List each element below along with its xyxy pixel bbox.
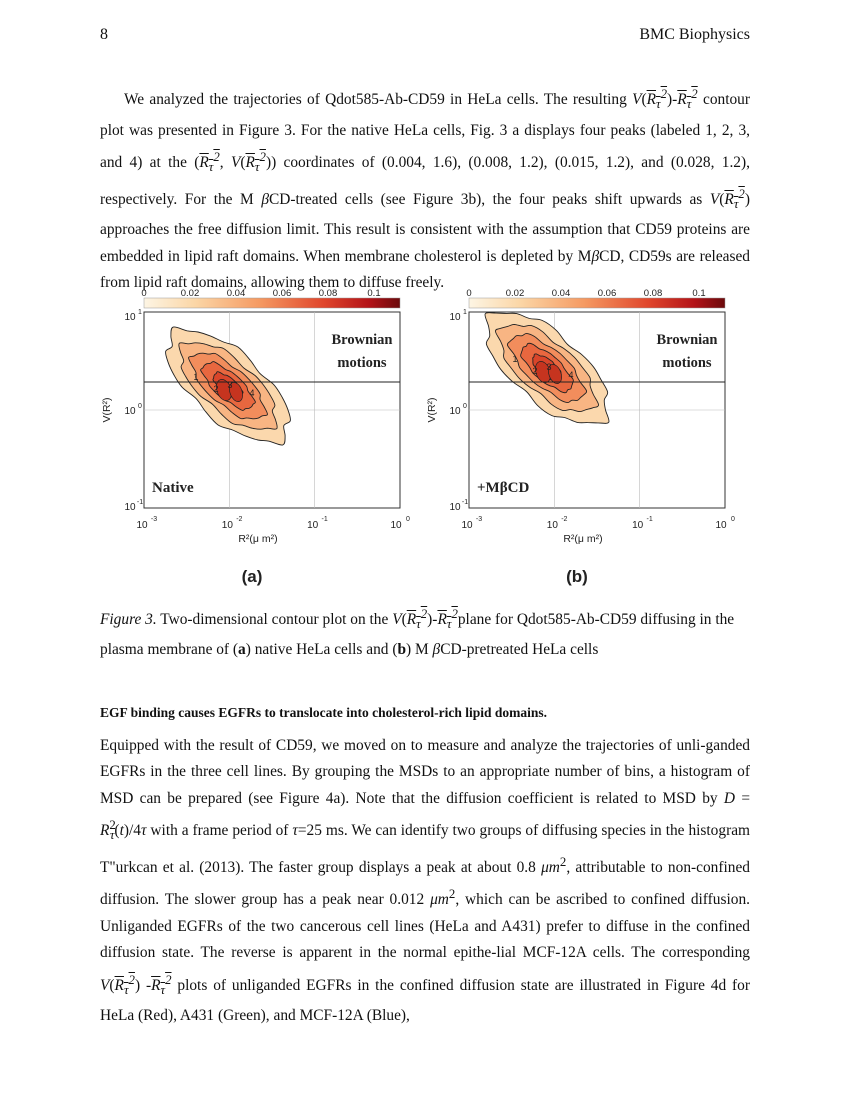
math-vr2: V bbox=[632, 91, 642, 109]
y-tick-label: 10 bbox=[124, 312, 136, 323]
paragraph-cd59-results: We analyzed the trajectories of Qdot585-Ab-CD59 in HeLa cells. The resulting $V(R_\tau^2)-R_\tau^2$ contour plot was presented in Figure 3. For the native HeLa cells, Fig. 3 a displays four peaks (labeled 1, 2, 3, and 4) at the ($R_\tau^2$, $V(R_\tau^2)$) coordinates of (0.004, 1.6), (0.008, 1.2), (0.015, 1.2), and (0.028, 1.2), respectively. For the M βCD-treated cells (see Figure 3b), the four peaks shift upwards as $V(R_\tau^2)$ approaches the free diffusion limit. This result is consistent with the assumption that CD59 proteins are embedded in lipid raft domains. When membrane cholesterol is depleted by MβCD, CD59s are released from lipid raft domains, allowing them to diffuse freely. bbox=[100, 87, 750, 292]
x-tick-label: 10 bbox=[546, 520, 558, 531]
colorbar bbox=[469, 298, 725, 308]
colorbar-tick-label: 0 bbox=[141, 288, 147, 299]
colorbar bbox=[144, 298, 400, 308]
region-label: motions bbox=[662, 355, 712, 371]
y-axis-label: V(R²) bbox=[426, 397, 438, 423]
figure-3-caption: Figure 3. Two-dimensional contour plot on the $V(R_\tau^2)-R_\tau^2plane$ for Qdot585-Ab-CD59 diffusing in the plasma membrane of (a) native HeLa cells and (b) M βCD-pretreated HeLa cells bbox=[100, 607, 735, 659]
y-tick-label: 10 bbox=[449, 502, 461, 513]
figure-3 bbox=[100, 286, 750, 596]
contour-panel-b bbox=[426, 288, 735, 586]
x-axis-label: R²(μ m²) bbox=[238, 533, 278, 545]
colorbar-tick-label: 0.06 bbox=[597, 288, 617, 299]
peak-label: 3 bbox=[227, 380, 233, 390]
y-tick-label: 10 bbox=[124, 406, 136, 417]
y-tick-exponent: 1 bbox=[463, 309, 467, 316]
region-label: Brownian bbox=[656, 332, 718, 348]
y-tick-label: 10 bbox=[449, 406, 461, 417]
region-label: Brownian bbox=[331, 332, 393, 348]
colorbar-tick-label: 0.04 bbox=[551, 288, 571, 299]
y-tick-exponent: -1 bbox=[136, 499, 144, 506]
y-tick-exponent: -1 bbox=[461, 499, 469, 506]
colorbar-tick-label: 0.06 bbox=[272, 288, 292, 299]
x-tick-exponent: -3 bbox=[475, 516, 483, 523]
para1-text: coordinates of (0.004, 1.6), (0.008, 1.2), (0.015, 1.2), and (0.028, 1.2), respectively. For the M bbox=[100, 154, 750, 208]
x-tick-label: 10 bbox=[390, 520, 402, 531]
para1-text: We analyzed the trajectories of Qdot585-Ab-CD59 in HeLa cells. The resulting bbox=[124, 91, 627, 109]
peak-label: 2 bbox=[213, 384, 219, 394]
para1-text: approaches the free diffusion limit. This result is consistent with the assumption that CD59 proteins are embedded in lipid raft domains. When membrane cholesterol is depleted by M bbox=[100, 221, 750, 265]
x-tick-label: 10 bbox=[307, 520, 319, 531]
x-tick-exponent: 0 bbox=[406, 516, 410, 523]
colorbar-tick-label: 0.02 bbox=[505, 288, 525, 299]
x-tick-exponent: -1 bbox=[646, 516, 653, 523]
x-tick-label: 10 bbox=[632, 520, 644, 531]
condition-label: Native bbox=[152, 480, 194, 496]
page-number: 8 bbox=[100, 26, 108, 43]
y-tick-label: 10 bbox=[124, 502, 136, 513]
x-tick-exponent: -2 bbox=[561, 516, 568, 523]
colorbar-tick-label: 0.08 bbox=[643, 288, 663, 299]
peak-label: 1 bbox=[193, 372, 199, 382]
colorbar-tick-label: 0 bbox=[466, 288, 472, 299]
y-axis-label: V(R²) bbox=[101, 397, 113, 423]
region-label: motions bbox=[337, 355, 387, 371]
x-tick-label: 10 bbox=[461, 520, 473, 531]
para1-text: CD-treated cells (see Figure 3b), the four peaks shift upwards as bbox=[268, 190, 703, 208]
y-tick-exponent: 0 bbox=[463, 403, 467, 410]
para1-text: CD, CD59s are released from lipid raft domains, allowing them to diffuse freely. bbox=[100, 247, 750, 292]
peak-label: 3 bbox=[546, 362, 552, 372]
section-title: EGF binding causes EGFRs to translocate into cholesterol-rich lipid domains. bbox=[100, 705, 548, 720]
contour-panel-a bbox=[101, 288, 410, 586]
peak-label: 1 bbox=[512, 354, 518, 364]
peak-label: 2 bbox=[532, 366, 538, 376]
x-axis-label: R²(μ m²) bbox=[563, 533, 603, 545]
journal-name: BMC Biophysics bbox=[639, 26, 750, 43]
y-tick-label: 10 bbox=[449, 312, 461, 323]
y-tick-exponent: 0 bbox=[138, 403, 142, 410]
figure-3-graphic bbox=[100, 286, 750, 596]
x-tick-exponent: -1 bbox=[321, 516, 328, 523]
colorbar-tick-label: 0.08 bbox=[318, 288, 338, 299]
y-tick-exponent: 1 bbox=[138, 309, 142, 316]
colorbar-tick-label: 0.1 bbox=[367, 288, 381, 299]
caption-label: Figure 3. bbox=[100, 611, 157, 629]
colorbar-tick-label: 0.1 bbox=[692, 288, 706, 299]
panel-tag: (b) bbox=[566, 567, 588, 586]
para1-text: contour plot was presented in Figure 3. For the native HeLa cells, Fig. 3 a displays four peaks (labeled 1, 2, 3, and 4) at the bbox=[100, 91, 750, 172]
x-tick-label: 10 bbox=[221, 520, 233, 531]
x-tick-label: 10 bbox=[136, 520, 148, 531]
x-tick-exponent: -3 bbox=[150, 516, 158, 523]
paragraph-egfr: Equipped with the result of CD59, we moved on to measure and analyze the trajectories of unli-ganded EGFRs in the three cell lines. By grouping the MSDs to an appropriate number of bins, a histogram of MSD can be prepared (see Figure 4a). Note that the diffusion coefficient is related to MSD by $D = R^2_\tau(t)/4\tau$ with a frame period of τ=25 ms. We can identify two groups of diffusing species in the histogram T"urkcan et al. (2013). The faster group displays a peak at about 0.8 $\mu m^2$, attributable to non-confined diffusion. The slower group has a peak near 0.012 $\mu m^2$, which can be ascribed to confined diffusion. Unliganded EGFRs of the two cancerous cell lines (HeLa and A431) prefer to diffuse in the confined diffusion state. The reverse is apparent in the normal epithe-lial MCF-12A cells. The corresponding $V(R_\tau^2)$ $-R_\tau^2$ plots of unliganded EGFRs in the confined diffusion state are illustrated in Figure 4d for HeLa (Red), A431 (Green), and MCF-12A (Blue), bbox=[100, 737, 750, 1025]
peak-label: 4 bbox=[568, 370, 574, 380]
x-tick-label: 10 bbox=[715, 520, 727, 531]
colorbar-tick-label: 0.04 bbox=[226, 288, 246, 299]
peak-label: 4 bbox=[249, 388, 255, 398]
x-tick-exponent: -2 bbox=[236, 516, 243, 523]
colorbar-tick-label: 0.02 bbox=[180, 288, 200, 299]
condition-label: +MβCD bbox=[477, 480, 530, 496]
x-tick-exponent: 0 bbox=[731, 516, 735, 523]
panel-tag: (a) bbox=[241, 567, 263, 586]
